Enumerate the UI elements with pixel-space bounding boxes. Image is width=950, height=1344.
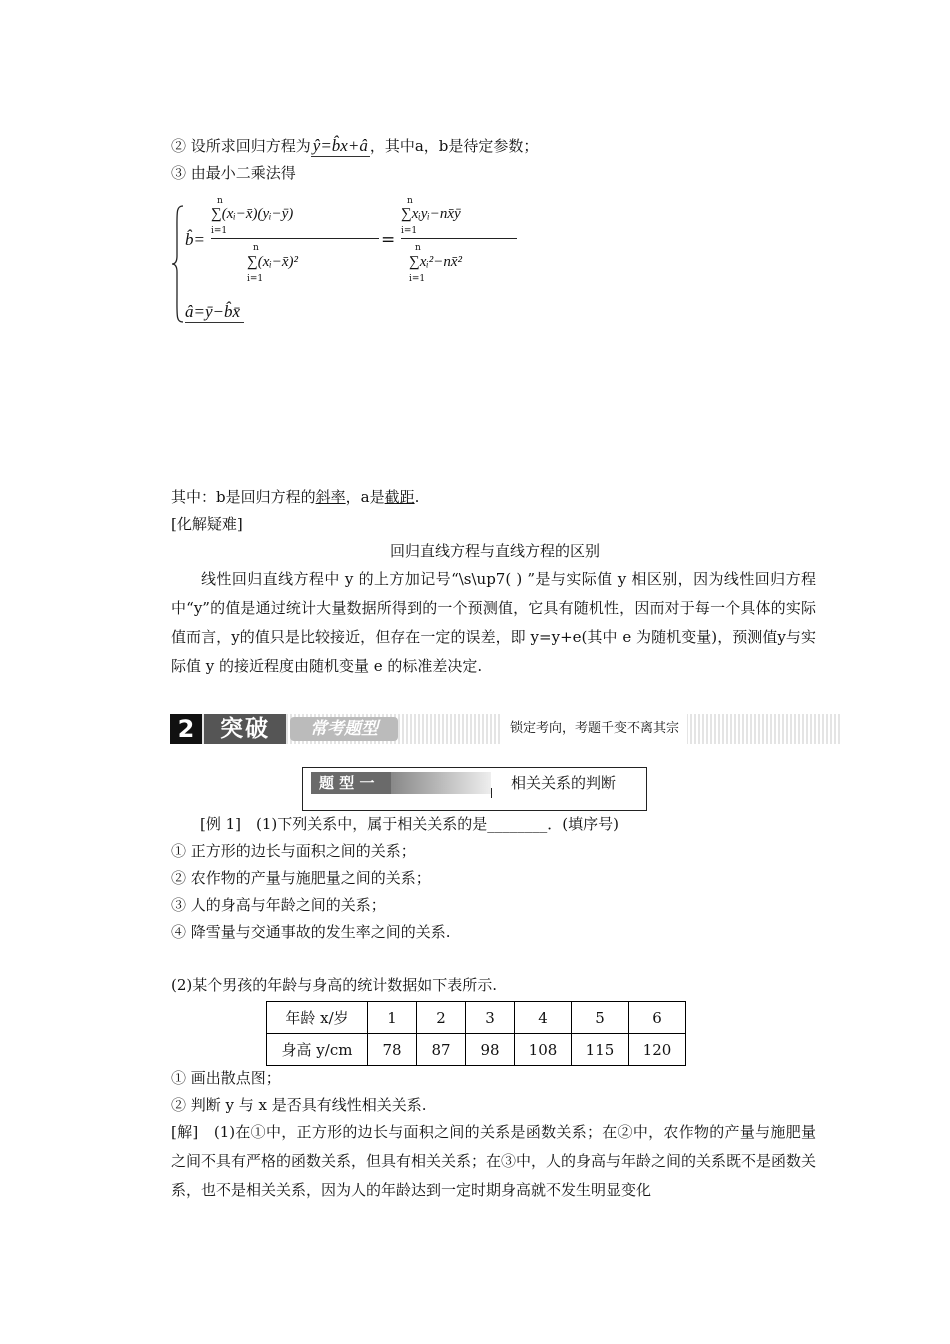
table-cell: 115: [572, 1034, 629, 1066]
sum-bottom-4: i=1: [409, 274, 426, 284]
step2-suffix: ，其中a，b是待定参数；: [369, 137, 539, 155]
sum-top-1: n: [217, 196, 223, 206]
table-cell: 87: [417, 1034, 466, 1066]
fraction-bar-2: [401, 238, 517, 239]
example-item-1: ① 正方形的边长与面积之间的关系；: [171, 842, 416, 860]
type-title: 相关关系的判断: [511, 774, 617, 792]
example-item-3: ③ 人的身高与年龄之间的关系；: [171, 896, 386, 914]
left-brace-icon: [171, 204, 185, 324]
example-item-4: ④ 降雪量与交通事故的发生率之间的关系.: [171, 923, 451, 941]
table-cell: 108: [515, 1034, 572, 1066]
banner-title: 突破: [204, 714, 286, 744]
example-question-2: (2)某个男孩的年龄与身高的统计数据如下表所示.: [171, 976, 498, 994]
clarify-title: 回归直线方程与直线方程的区别: [389, 542, 600, 560]
table-cell: 2: [417, 1002, 466, 1034]
sum-bottom-3: i=1: [401, 226, 418, 236]
where-end: .: [414, 488, 420, 506]
table-cell: 120: [629, 1034, 686, 1066]
table-cell: 98: [466, 1034, 515, 1066]
where-line: [171, 487, 419, 507]
table-cell: 78: [368, 1034, 417, 1066]
type-box: [302, 767, 647, 811]
table-cell: 1: [368, 1002, 417, 1034]
intercept-term: 截距: [384, 488, 415, 506]
table-header-height: 身高 y/cm: [267, 1034, 368, 1066]
table-row: [267, 1002, 686, 1034]
sum-top-2: n: [253, 243, 259, 253]
slope-term: 斜率: [315, 488, 346, 506]
table-cell: 3: [466, 1002, 515, 1034]
sum-top-3: n: [407, 196, 413, 206]
table-cell: 4: [515, 1002, 572, 1034]
age-height-table: [266, 1001, 686, 1066]
step3-line: ③ 由最小二乘法得: [171, 164, 296, 182]
denominator-2: ∑xᵢ²−nx̄²: [409, 254, 462, 270]
fraction-bar-1: [211, 238, 379, 239]
section-banner: [170, 714, 842, 744]
table-cell: 5: [572, 1002, 629, 1034]
solution-text: [解] (1)在①中，正方形的边长与面积之间的关系是函数关系；在②中，农作物的产量与施肥量之间不具有严格的函数关系，但具有相关关系；在③中，人的身高与年龄之间的关系既不是函数关系，也不是相关关系，因为人的年龄达到一定时期身高就不发生明显变化: [171, 1123, 817, 1199]
step2-line: [171, 136, 538, 157]
table-header-age: 年龄 x/岁: [267, 1002, 368, 1034]
table-row: [267, 1034, 686, 1066]
a-hat-formula: â=ȳ−b̂x̄: [185, 302, 244, 323]
type-tag: 题 型 一: [311, 772, 391, 794]
sum-top-4: n: [415, 243, 421, 253]
denominator-1: ∑(xᵢ−x̄)²: [247, 254, 298, 270]
clarify-body: 线性回归直线方程中 y 的上方加记号“\s\up7( ) ”是与实际值 y 相区别，因为线性回归方程中“y”的值是通过统计大量数据所得到的一个预测值，它具有随机性，因而对于每一个具体的实际值而言，y的值只是比较接近，但存在一定的误差，即 y=y+e(其中 e 为随机变量)，预测值y与实际值 y 的接近程度由随机变量 e 的标准差决定.: [171, 570, 816, 675]
numerator-1: ∑(xᵢ−x̄)(yᵢ−ȳ): [211, 206, 294, 222]
sum-bottom-2: i=1: [247, 274, 264, 284]
banner-subtitle: 常考题型: [290, 717, 398, 741]
clarify-tag: [化解疑难]: [171, 515, 243, 533]
numerator-2: ∑xᵢyᵢ−nx̄ȳ: [401, 206, 461, 222]
type-tag-gradient: [391, 772, 491, 794]
banner-slogan: 锁定考向，考题千变不离其宗: [502, 714, 687, 744]
example-question-1: [例 1] (1)下列关系中，属于相关关系的是________．(填序号): [200, 815, 619, 833]
table-cell: 6: [629, 1002, 686, 1034]
equals-sign: =: [381, 230, 396, 250]
b-hat-lhs: b̂=: [185, 230, 205, 249]
sub-question-2: ② 判断 y 与 x 是否具有线性相关关系.: [171, 1096, 427, 1114]
sum-bottom-1: i=1: [211, 226, 228, 236]
regression-equation: ŷ=b̂x+â: [312, 136, 368, 155]
where-mid: ，a是: [345, 488, 385, 506]
example-item-2: ② 农作物的产量与施肥量之间的关系；: [171, 869, 431, 887]
sub-question-1: ① 画出散点图；: [171, 1069, 281, 1087]
where-prefix: 其中：b是回归方程的: [171, 488, 316, 506]
least-squares-formula: [171, 196, 531, 331]
step2-prefix: ② 设所求回归方程为: [171, 137, 311, 155]
type-box-divider: [491, 788, 492, 798]
banner-number: 2: [170, 714, 202, 744]
